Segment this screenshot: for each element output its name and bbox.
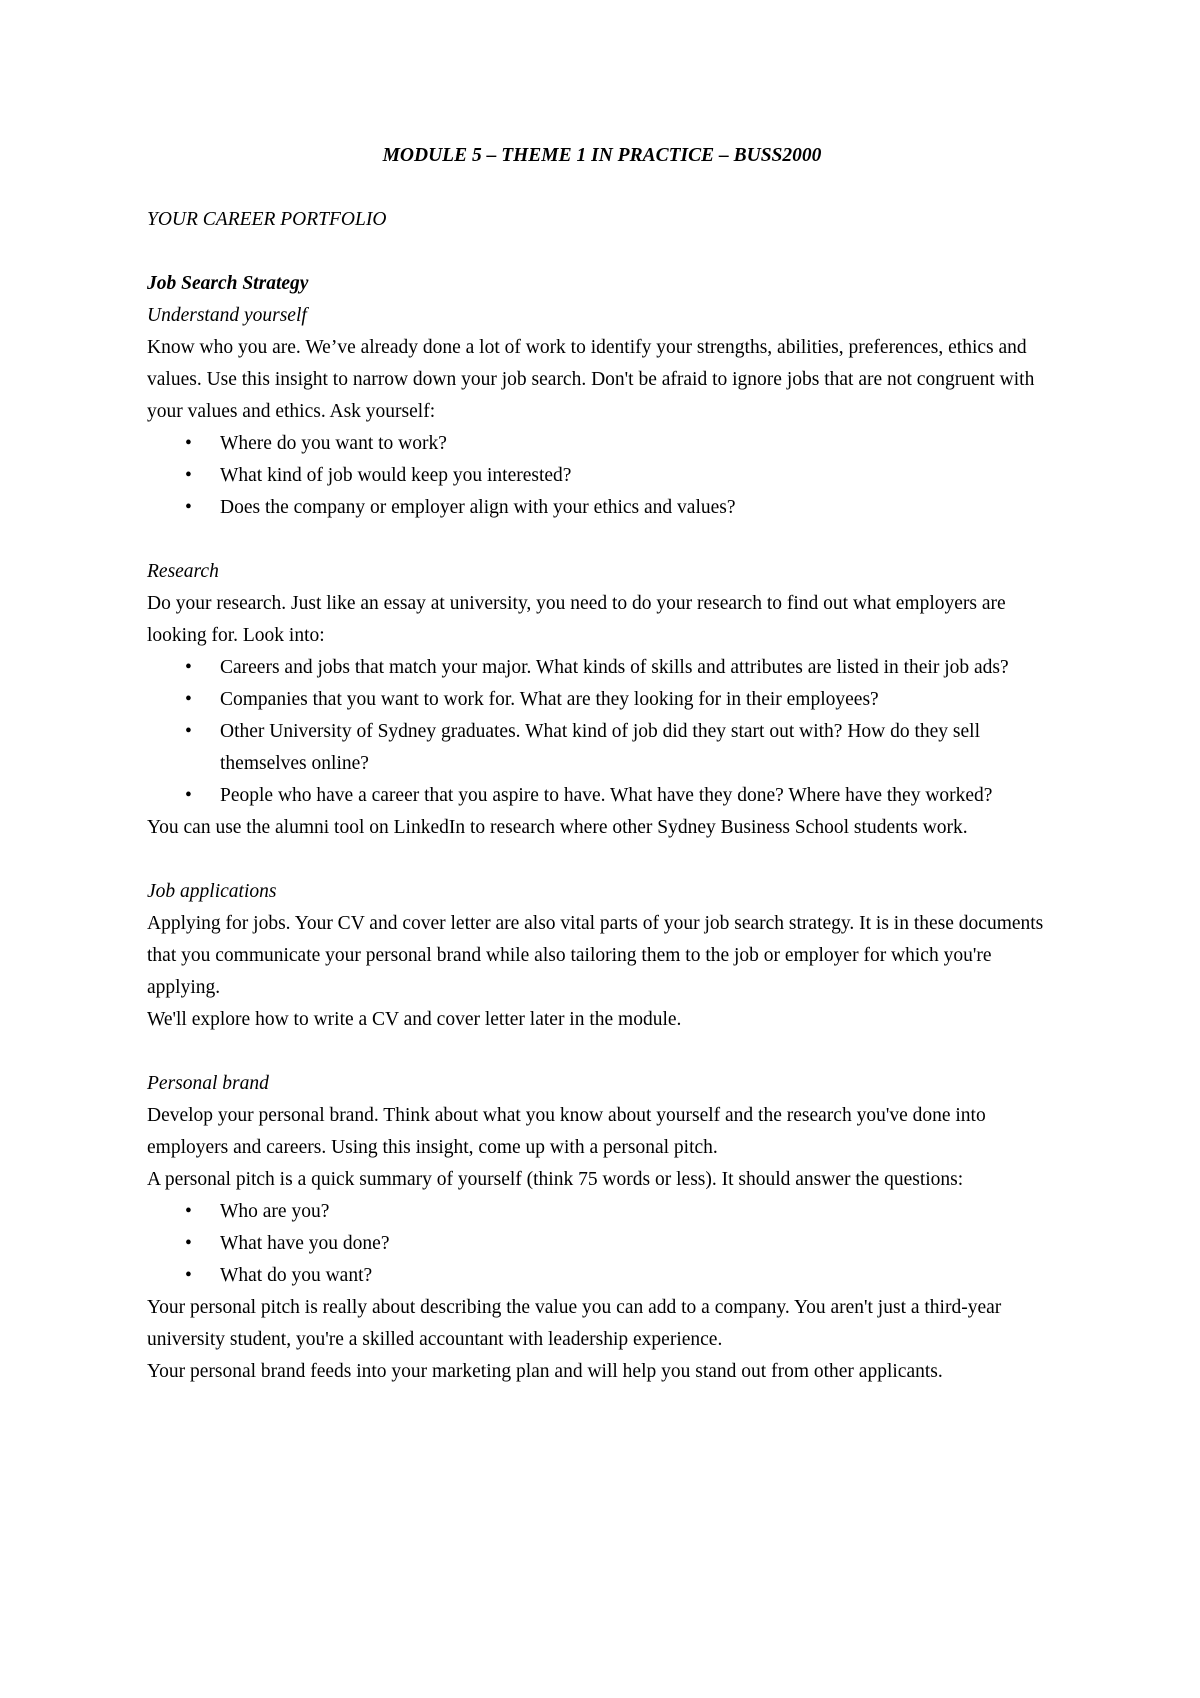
subsection-heading: Personal brand [147, 1073, 269, 1094]
bullet-icon: • [185, 1265, 192, 1286]
list-item-text: Other University of Sydney graduates. What kind of job did they start out with? How do they sell themselves online? [220, 721, 981, 774]
section-heading: Job Search Strategy [147, 273, 309, 294]
paragraph: A personal pitch is a quick summary of yourself (think 75 words or less). It should answer the questions: [147, 1169, 964, 1190]
bullet-icon: • [185, 657, 192, 678]
list-item-text: People who have a career that you aspire to have. What have they done? Where have they worked? [220, 785, 993, 806]
bullet-list [147, 652, 1057, 812]
bullet-icon: • [185, 465, 192, 486]
paragraph: Your personal pitch is really about describing the value you can add to a company. You aren't just a third-year university student, you're a skilled accountant with leadership experience. [147, 1297, 1002, 1350]
paragraph: Do your research. Just like an essay at university, you need to do your research to find out what employers are looking for. Look into: [147, 593, 1006, 646]
list-item-text: What do you want? [220, 1265, 373, 1286]
list-item-text: Where do you want to work? [220, 433, 447, 454]
list-item [147, 460, 1057, 492]
list-item [147, 1260, 1057, 1292]
paragraph: You can use the alumni tool on LinkedIn to research where other Sydney Business School students work. [147, 817, 968, 838]
bullet-icon: • [185, 721, 192, 742]
bullet-icon: • [185, 497, 192, 518]
list-item-text: Companies that you want to work for. What are they looking for in their employees? [220, 689, 879, 710]
list-item [147, 716, 1057, 780]
bullet-icon: • [185, 785, 192, 806]
document-title: MODULE 5 – THEME 1 IN PRACTICE – BUSS2000 [382, 145, 822, 166]
list-item [147, 1196, 1057, 1228]
subsection-heading: Research [147, 561, 219, 582]
bullet-list [147, 428, 1057, 524]
list-item-text: Careers and jobs that match your major. What kinds of skills and attributes are listed in their job ads? [220, 657, 1009, 678]
bullet-list [147, 1196, 1057, 1292]
list-item-text: What kind of job would keep you interested? [220, 465, 572, 486]
bullet-icon: • [185, 433, 192, 454]
paragraph: We'll explore how to write a CV and cover letter later in the module. [147, 1009, 682, 1030]
bullet-icon: • [185, 1233, 192, 1254]
list-item [147, 428, 1057, 460]
document-page [147, 140, 1057, 1388]
section-understand-yourself [147, 300, 1057, 524]
list-item-text: Does the company or employer align with your ethics and values? [220, 497, 736, 518]
list-item [147, 1228, 1057, 1260]
list-item [147, 684, 1057, 716]
bullet-icon: • [185, 1201, 192, 1222]
list-item-text: What have you done? [220, 1233, 390, 1254]
list-item [147, 652, 1057, 684]
paragraph: Applying for jobs. Your CV and cover letter are also vital parts of your job search strategy. It is in these documents that you communicate your personal brand while also tailoring them to the job or employer for which you're applying. [147, 913, 1044, 998]
list-item-text: Who are you? [220, 1201, 330, 1222]
bullet-icon: • [185, 689, 192, 710]
paragraph: Develop your personal brand. Think about what you know about yourself and the research you've done into employers and careers. Using this insight, come up with a personal pitch. [147, 1105, 986, 1158]
paragraph: Know who you are. We’ve already done a lot of work to identify your strengths, abilities, preferences, ethics and values. Use this insight to narrow down your job search. Don't be afraid to ignore jobs that are not congruent with your values and ethics. Ask yourself: [147, 337, 1035, 422]
document-subtitle: YOUR CAREER PORTFOLIO [147, 209, 387, 230]
subsection-heading: Job applications [147, 881, 277, 902]
paragraph: Your personal brand feeds into your marketing plan and will help you stand out from other applicants. [147, 1361, 943, 1382]
section-job-applications [147, 876, 1057, 1036]
subsection-heading: Understand yourself [147, 305, 307, 326]
section-research [147, 556, 1057, 844]
section-personal-brand [147, 1068, 1057, 1388]
list-item [147, 780, 1057, 812]
list-item [147, 492, 1057, 524]
